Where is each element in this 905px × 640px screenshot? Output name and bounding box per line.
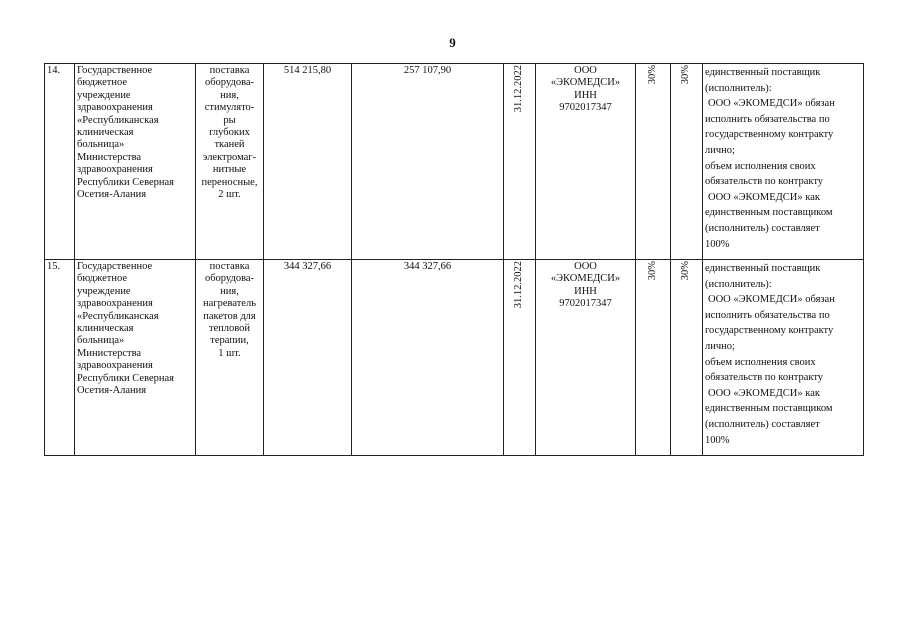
cell-line: нагреватель (203, 298, 256, 310)
price-cell: 514 215,80 (264, 64, 352, 260)
cell-line: клиническая (77, 127, 134, 139)
cell-line: «Республиканская (77, 310, 159, 322)
cell-line: единственным поставщиком (705, 403, 833, 415)
cell-line: Осетия-Алания (77, 385, 147, 397)
date-text: 31.12.2022 (513, 261, 525, 309)
conditions-cell (703, 260, 864, 456)
conditions-cell (703, 64, 864, 260)
cell-line: ИНН (574, 89, 597, 101)
cell-line: объем исполнения своих (705, 356, 816, 368)
cell-line: 100% (705, 238, 730, 250)
cell-line: ния, (220, 89, 239, 101)
cell-line: «ЭКОМЕДСИ» (550, 273, 621, 285)
cell-line: исполнить обязательства по (705, 113, 830, 125)
cell-line: оборудова- (204, 273, 255, 285)
cell-line: единственный поставщик (705, 263, 821, 274)
cell-line: «Республиканская (77, 114, 159, 126)
cell-line: 1 шт. (218, 347, 241, 359)
cell-line: Министерства (77, 347, 142, 359)
subject-cell (196, 260, 264, 456)
cell-line: Государственное (77, 261, 153, 272)
cell-line: больница» (77, 139, 125, 151)
cell-line: Республики Северная (77, 372, 175, 384)
cell-line: здравоохранения (77, 360, 153, 372)
cell-line: переносные, (201, 176, 258, 188)
cell-line: тканей (214, 139, 245, 151)
cell-line: ООО «ЭКОМЕДСИ» обязан (708, 98, 835, 110)
cell-line: электромаг- (202, 151, 257, 163)
percent-text-1: 30% (646, 65, 658, 85)
cell-line: ния, (220, 285, 239, 297)
date-cell (504, 64, 536, 260)
cell-line: (исполнитель): (705, 278, 772, 290)
cell-line: 2 шт. (218, 189, 241, 201)
cell-line: бюджетное (77, 77, 128, 89)
supplier-cell (536, 64, 636, 260)
cell-line: Республики Северная (77, 176, 175, 188)
cell-line: обязательств по контракту (705, 372, 824, 384)
advance-cell: 257 107,90 (352, 64, 504, 260)
cell-line: ООО «ЭКОМЕДСИ» обязан (708, 294, 835, 306)
page-number: 9 (449, 35, 456, 50)
price-cell: 344 327,66 (264, 260, 352, 456)
percent-text-2: 30% (680, 65, 692, 85)
cell-line: (исполнитель) составляет (705, 418, 820, 430)
cell-line: исполнить обязательства по (705, 309, 830, 321)
cell-line: поставка (209, 65, 250, 76)
cell-line: поставка (209, 261, 250, 272)
date-cell (504, 260, 536, 456)
row-number: 14. (45, 64, 75, 260)
cell-line: Министерства (77, 151, 142, 163)
cell-line: 100% (705, 434, 730, 446)
cell-line: здравоохранения (77, 164, 153, 176)
cell-line: государственному контракту (705, 325, 834, 337)
cell-line: Государственное (77, 65, 153, 76)
cell-line: оборудова- (204, 77, 255, 89)
cell-line: учреждение (77, 89, 131, 101)
advance-cell: 344 327,66 (352, 260, 504, 456)
cell-line: стимулято- (204, 102, 255, 114)
cell-line: «ЭКОМЕДСИ» (550, 77, 621, 89)
cell-line: тепловой (208, 323, 251, 335)
cell-line: 9702017347 (559, 102, 612, 114)
date-text: 31.12.2022 (513, 65, 525, 113)
cell-line: ры (223, 114, 236, 126)
customer-cell (75, 64, 196, 260)
cell-line: ООО (574, 65, 597, 76)
cell-line: объем исполнения своих (705, 160, 816, 172)
percent-cell-1 (636, 260, 671, 456)
cell-line: нитные (212, 164, 247, 176)
cell-line: здравоохранения (77, 102, 153, 114)
cell-line: единственным поставщиком (705, 207, 833, 219)
cell-line: обязательств по контракту (705, 176, 824, 188)
cell-line: учреждение (77, 285, 131, 297)
cell-line: глубоких (209, 127, 250, 139)
cell-line: лично; (705, 340, 735, 352)
customer-cell (75, 260, 196, 456)
cell-line: ООО (574, 261, 597, 272)
percent-cell-2 (671, 64, 703, 260)
cell-line: бюджетное (77, 273, 128, 285)
cell-line: 9702017347 (559, 298, 612, 310)
cell-line: лично; (705, 144, 735, 156)
contracts-table (44, 63, 864, 456)
cell-line: Осетия-Алания (77, 189, 147, 201)
table-row (45, 64, 864, 260)
cell-line: ООО «ЭКОМЕДСИ» как (708, 387, 820, 399)
row-number: 15. (45, 260, 75, 456)
cell-line: ИНН (574, 285, 597, 297)
percent-cell-2 (671, 260, 703, 456)
cell-line: (исполнитель): (705, 82, 772, 94)
cell-line: государственному контракту (705, 129, 834, 141)
percent-text-2: 30% (680, 261, 692, 281)
table-row (45, 260, 864, 456)
cell-line: клиническая (77, 323, 134, 335)
cell-line: ООО «ЭКОМЕДСИ» как (708, 191, 820, 203)
cell-line: терапии, (210, 335, 249, 347)
percent-cell-1 (636, 64, 671, 260)
cell-line: пакетов для (203, 310, 256, 322)
cell-line: больница» (77, 335, 125, 347)
cell-line: здравоохранения (77, 298, 153, 310)
percent-text-1: 30% (646, 261, 658, 281)
cell-line: единственный поставщик (705, 67, 821, 78)
subject-cell (196, 64, 264, 260)
supplier-cell (536, 260, 636, 456)
cell-line: (исполнитель) составляет (705, 222, 820, 234)
